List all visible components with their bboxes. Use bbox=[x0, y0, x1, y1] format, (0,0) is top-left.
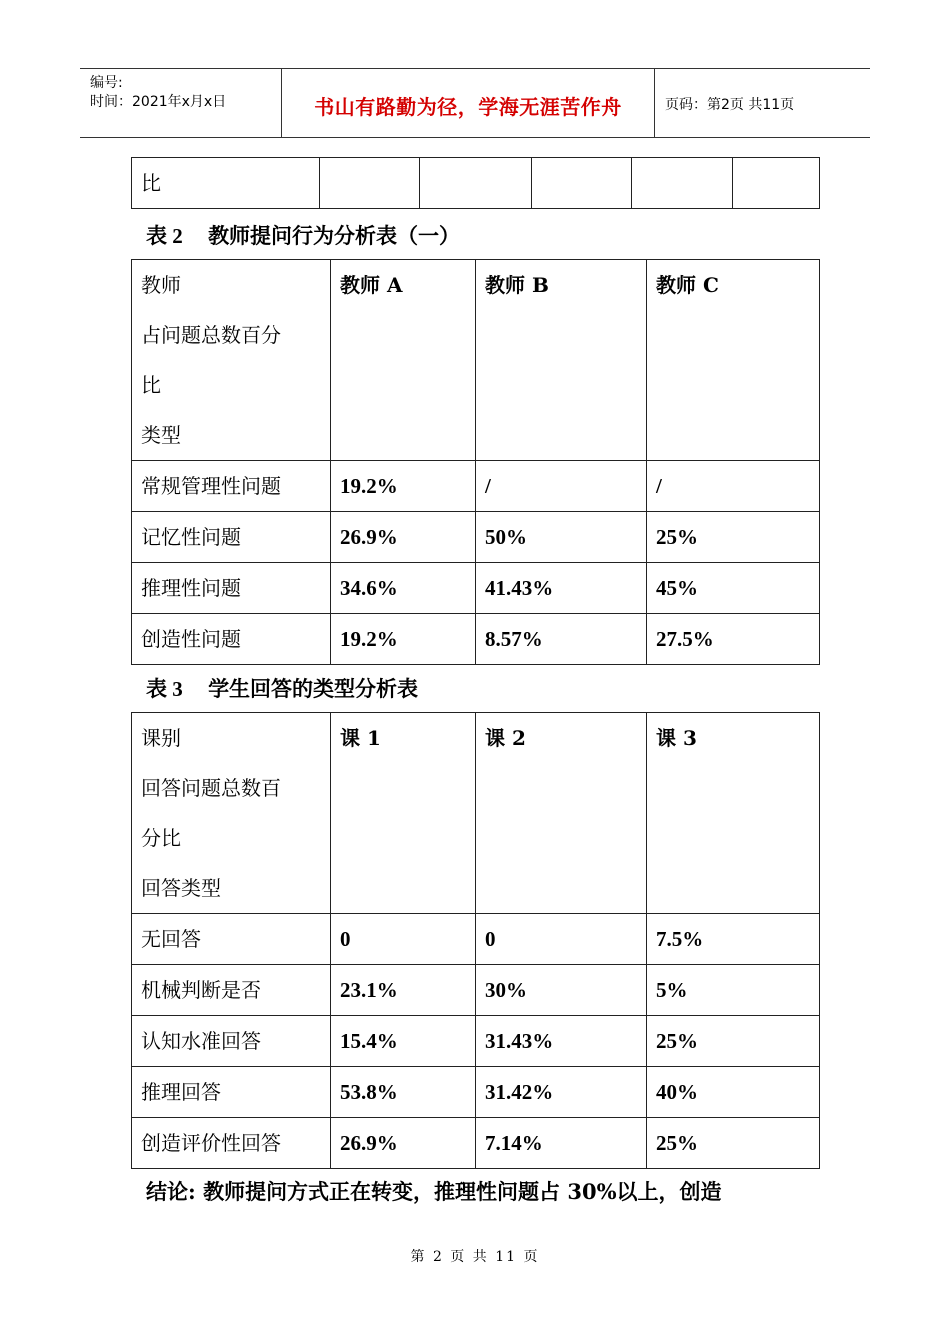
table-row bbox=[132, 158, 820, 209]
corner-line: 分比 bbox=[141, 826, 181, 850]
table-cell: 7.14% bbox=[476, 1118, 647, 1169]
table3-caption-title: 学生回答的类型分析表 bbox=[208, 676, 419, 701]
conclusion-paragraph: 结论: 教师提问方式正在转变，推理性问题占 30%以上，创造 bbox=[146, 1179, 722, 1204]
row-label: 推理性问题 bbox=[132, 563, 331, 614]
table-cell: 8.57% bbox=[476, 614, 647, 665]
table-header-row bbox=[132, 260, 820, 461]
table2 bbox=[131, 259, 820, 665]
table-cell: 25% bbox=[647, 1118, 820, 1169]
table-cell: 31.42% bbox=[476, 1067, 647, 1118]
table3-caption-label: 表 3 bbox=[146, 677, 183, 701]
header-page-cell bbox=[655, 69, 870, 137]
corner-line: 回答问题总数百 bbox=[141, 776, 281, 800]
table-cell: 27.5% bbox=[647, 614, 820, 665]
table-cell: / bbox=[647, 461, 820, 512]
corner-line: 教师 bbox=[141, 273, 181, 297]
table3-corner-header bbox=[132, 713, 331, 914]
table-cell: 25% bbox=[647, 1016, 820, 1067]
row-label: 机械判断是否 bbox=[132, 965, 331, 1016]
page-footer: 第 2 页 共 11 页 bbox=[410, 1249, 540, 1265]
row-label: 创造评价性回答 bbox=[132, 1118, 331, 1169]
table-cell: 7.5% bbox=[647, 914, 820, 965]
table-row bbox=[132, 965, 820, 1016]
date-label: 时间：2021年x月x日 bbox=[90, 94, 227, 110]
table3-caption bbox=[146, 673, 418, 703]
row-label: 常规管理性问题 bbox=[132, 461, 331, 512]
table-row bbox=[132, 563, 820, 614]
table2-corner-header bbox=[132, 260, 331, 461]
table-cell: 50% bbox=[476, 512, 647, 563]
header-motto-cell bbox=[282, 69, 655, 137]
table-cell bbox=[532, 158, 632, 209]
row-label: 推理回答 bbox=[132, 1067, 331, 1118]
corner-line: 比 bbox=[141, 373, 161, 397]
page-info: 页码：第2页 共11页 bbox=[665, 97, 795, 113]
header-meta-cell bbox=[80, 69, 282, 137]
row-label: 创造性问题 bbox=[132, 614, 331, 665]
table-row bbox=[132, 461, 820, 512]
corner-line: 回答类型 bbox=[141, 876, 221, 900]
row-label: 无回答 bbox=[132, 914, 331, 965]
corner-line: 占问题总数百分 bbox=[141, 323, 281, 347]
table-cell: 30% bbox=[476, 965, 647, 1016]
motto: 书山有路勤为径，学海无涯苦作舟 bbox=[314, 95, 622, 119]
table-cell: 41.43% bbox=[476, 563, 647, 614]
table2-caption-title: 教师提问行为分析表（一） bbox=[208, 223, 461, 248]
table-cell bbox=[320, 158, 420, 209]
table-cell: 34.6% bbox=[331, 563, 476, 614]
table2-caption-label: 表 2 bbox=[146, 224, 183, 248]
table-cell: 53.8% bbox=[331, 1067, 476, 1118]
column-header: 课 3 bbox=[647, 713, 820, 914]
row-label: 认知水准回答 bbox=[132, 1016, 331, 1067]
table-cell: 31.43% bbox=[476, 1016, 647, 1067]
table-row bbox=[132, 614, 820, 665]
table-cell: 23.1% bbox=[331, 965, 476, 1016]
table-cell: 15.4% bbox=[331, 1016, 476, 1067]
table-cell: / bbox=[476, 461, 647, 512]
table-row bbox=[132, 512, 820, 563]
page-header bbox=[80, 68, 870, 138]
table-cell: 0 bbox=[331, 914, 476, 965]
column-header: 教师 A bbox=[331, 260, 476, 461]
table-cell: 26.9% bbox=[331, 1118, 476, 1169]
table-cell: 0 bbox=[476, 914, 647, 965]
table3 bbox=[131, 712, 820, 1169]
table-cell bbox=[632, 158, 733, 209]
table-row bbox=[132, 1118, 820, 1169]
table-cell: 25% bbox=[647, 512, 820, 563]
table-row bbox=[132, 1067, 820, 1118]
table-cell bbox=[420, 158, 532, 209]
table-cell: 5% bbox=[647, 965, 820, 1016]
table-cell: 19.2% bbox=[331, 461, 476, 512]
serial-label: 编号: bbox=[90, 75, 123, 91]
table2-caption bbox=[146, 220, 460, 250]
table-row bbox=[132, 914, 820, 965]
table-row bbox=[132, 1016, 820, 1067]
table-cell: 19.2% bbox=[331, 614, 476, 665]
table-cell: 45% bbox=[647, 563, 820, 614]
row-label: 记忆性问题 bbox=[132, 512, 331, 563]
table-cell: 26.9% bbox=[331, 512, 476, 563]
corner-line: 类型 bbox=[141, 423, 181, 447]
table1-tail bbox=[131, 157, 820, 209]
column-header: 课 1 bbox=[331, 713, 476, 914]
table-cell: 40% bbox=[647, 1067, 820, 1118]
column-header: 课 2 bbox=[476, 713, 647, 914]
column-header: 教师 B bbox=[476, 260, 647, 461]
table-cell bbox=[733, 158, 820, 209]
table-cell: 比 bbox=[132, 158, 320, 209]
table-header-row bbox=[132, 713, 820, 914]
corner-line: 课别 bbox=[141, 726, 181, 750]
column-header: 教师 C bbox=[647, 260, 820, 461]
